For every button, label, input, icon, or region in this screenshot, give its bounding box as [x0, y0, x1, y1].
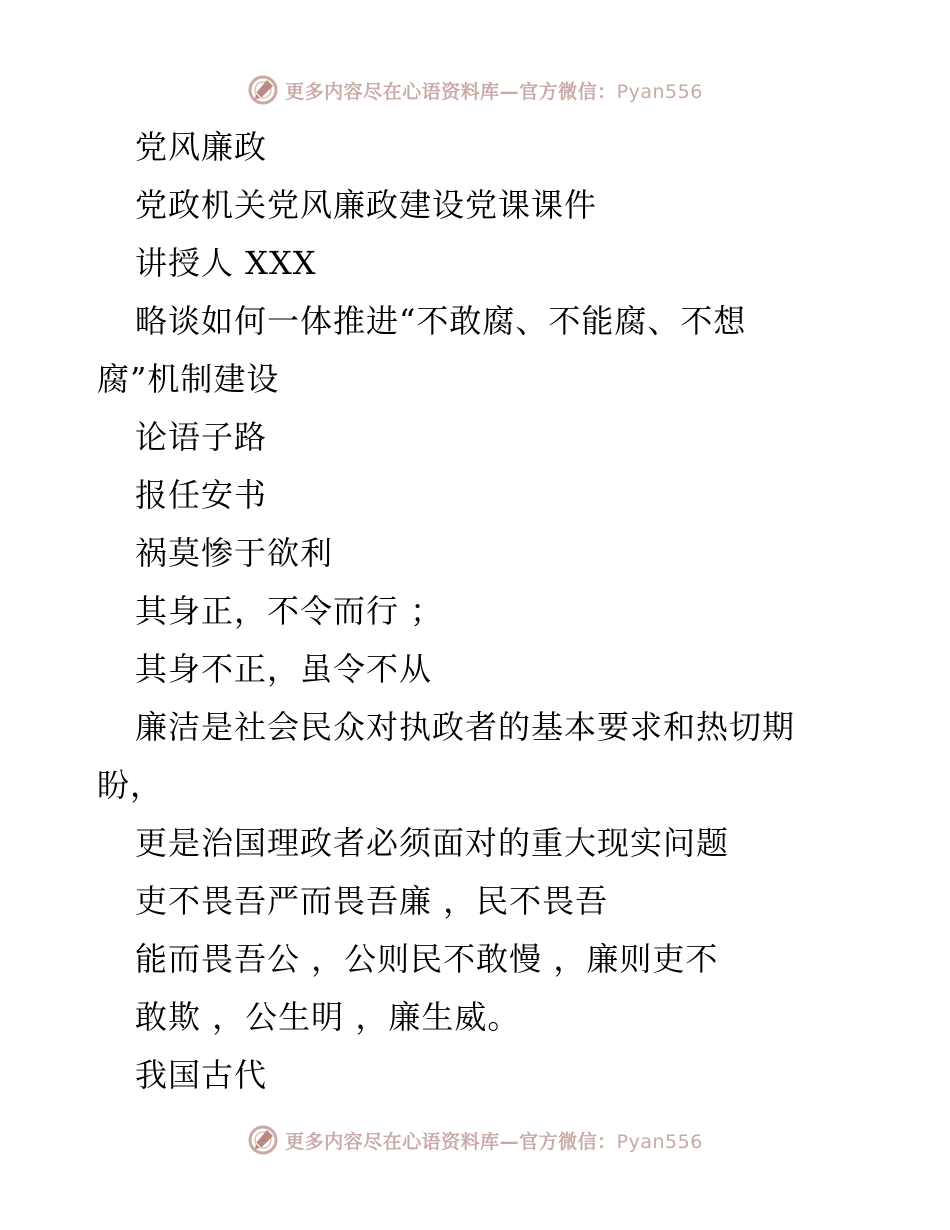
text-line: 讲授人 XXX: [135, 244, 317, 282]
watermark-handle: Pyan556: [616, 1130, 703, 1153]
text-line: 报任安书: [135, 476, 268, 514]
text-line: 祸莫惨于欲利: [135, 534, 334, 572]
text-line: 党政机关党风廉政建设党课课件: [135, 186, 598, 224]
watermark-handle: Pyan556: [616, 80, 703, 103]
text-line: 能而畏吾公 ，公则民不敢慢 ，廉则吏不: [135, 940, 719, 978]
document-body: [97, 118, 837, 1104]
text-line: 廉洁是社会民众对执政者的基本要求和热切期: [135, 708, 796, 746]
text-line: 更是治国理政者必须面对的重大现实问题: [135, 824, 730, 862]
text-line: 其身不正，虽令不从: [135, 650, 433, 688]
text-line: 敢欺 ，公生明 ，廉生威。: [135, 998, 521, 1036]
text-line: 盼，: [97, 766, 164, 804]
text-line: 我国古代: [135, 1056, 268, 1094]
text-line: 略谈如何一体推进“不敢腐、不能腐、不想: [135, 302, 747, 340]
text-line: 党风廉政: [135, 128, 268, 166]
header-watermark: [0, 70, 950, 110]
text-line: 其身正，不令而行 ；: [135, 592, 444, 630]
watermark-text: 更多内容尽在心语资料库—官方微信：Pyan556: [285, 1130, 703, 1153]
text-line: 腐”机制建设: [97, 360, 280, 398]
fountain-pen-seal-icon: [247, 1124, 279, 1156]
footer-watermark: [0, 1120, 950, 1160]
watermark-text: 更多内容尽在心语资料库—官方微信：Pyan556: [285, 80, 703, 103]
fountain-pen-seal-icon: [247, 74, 279, 106]
text-line: 论语子路: [135, 418, 268, 456]
text-line: 吏不畏吾严而畏吾廉 ，民不畏吾: [135, 882, 609, 920]
